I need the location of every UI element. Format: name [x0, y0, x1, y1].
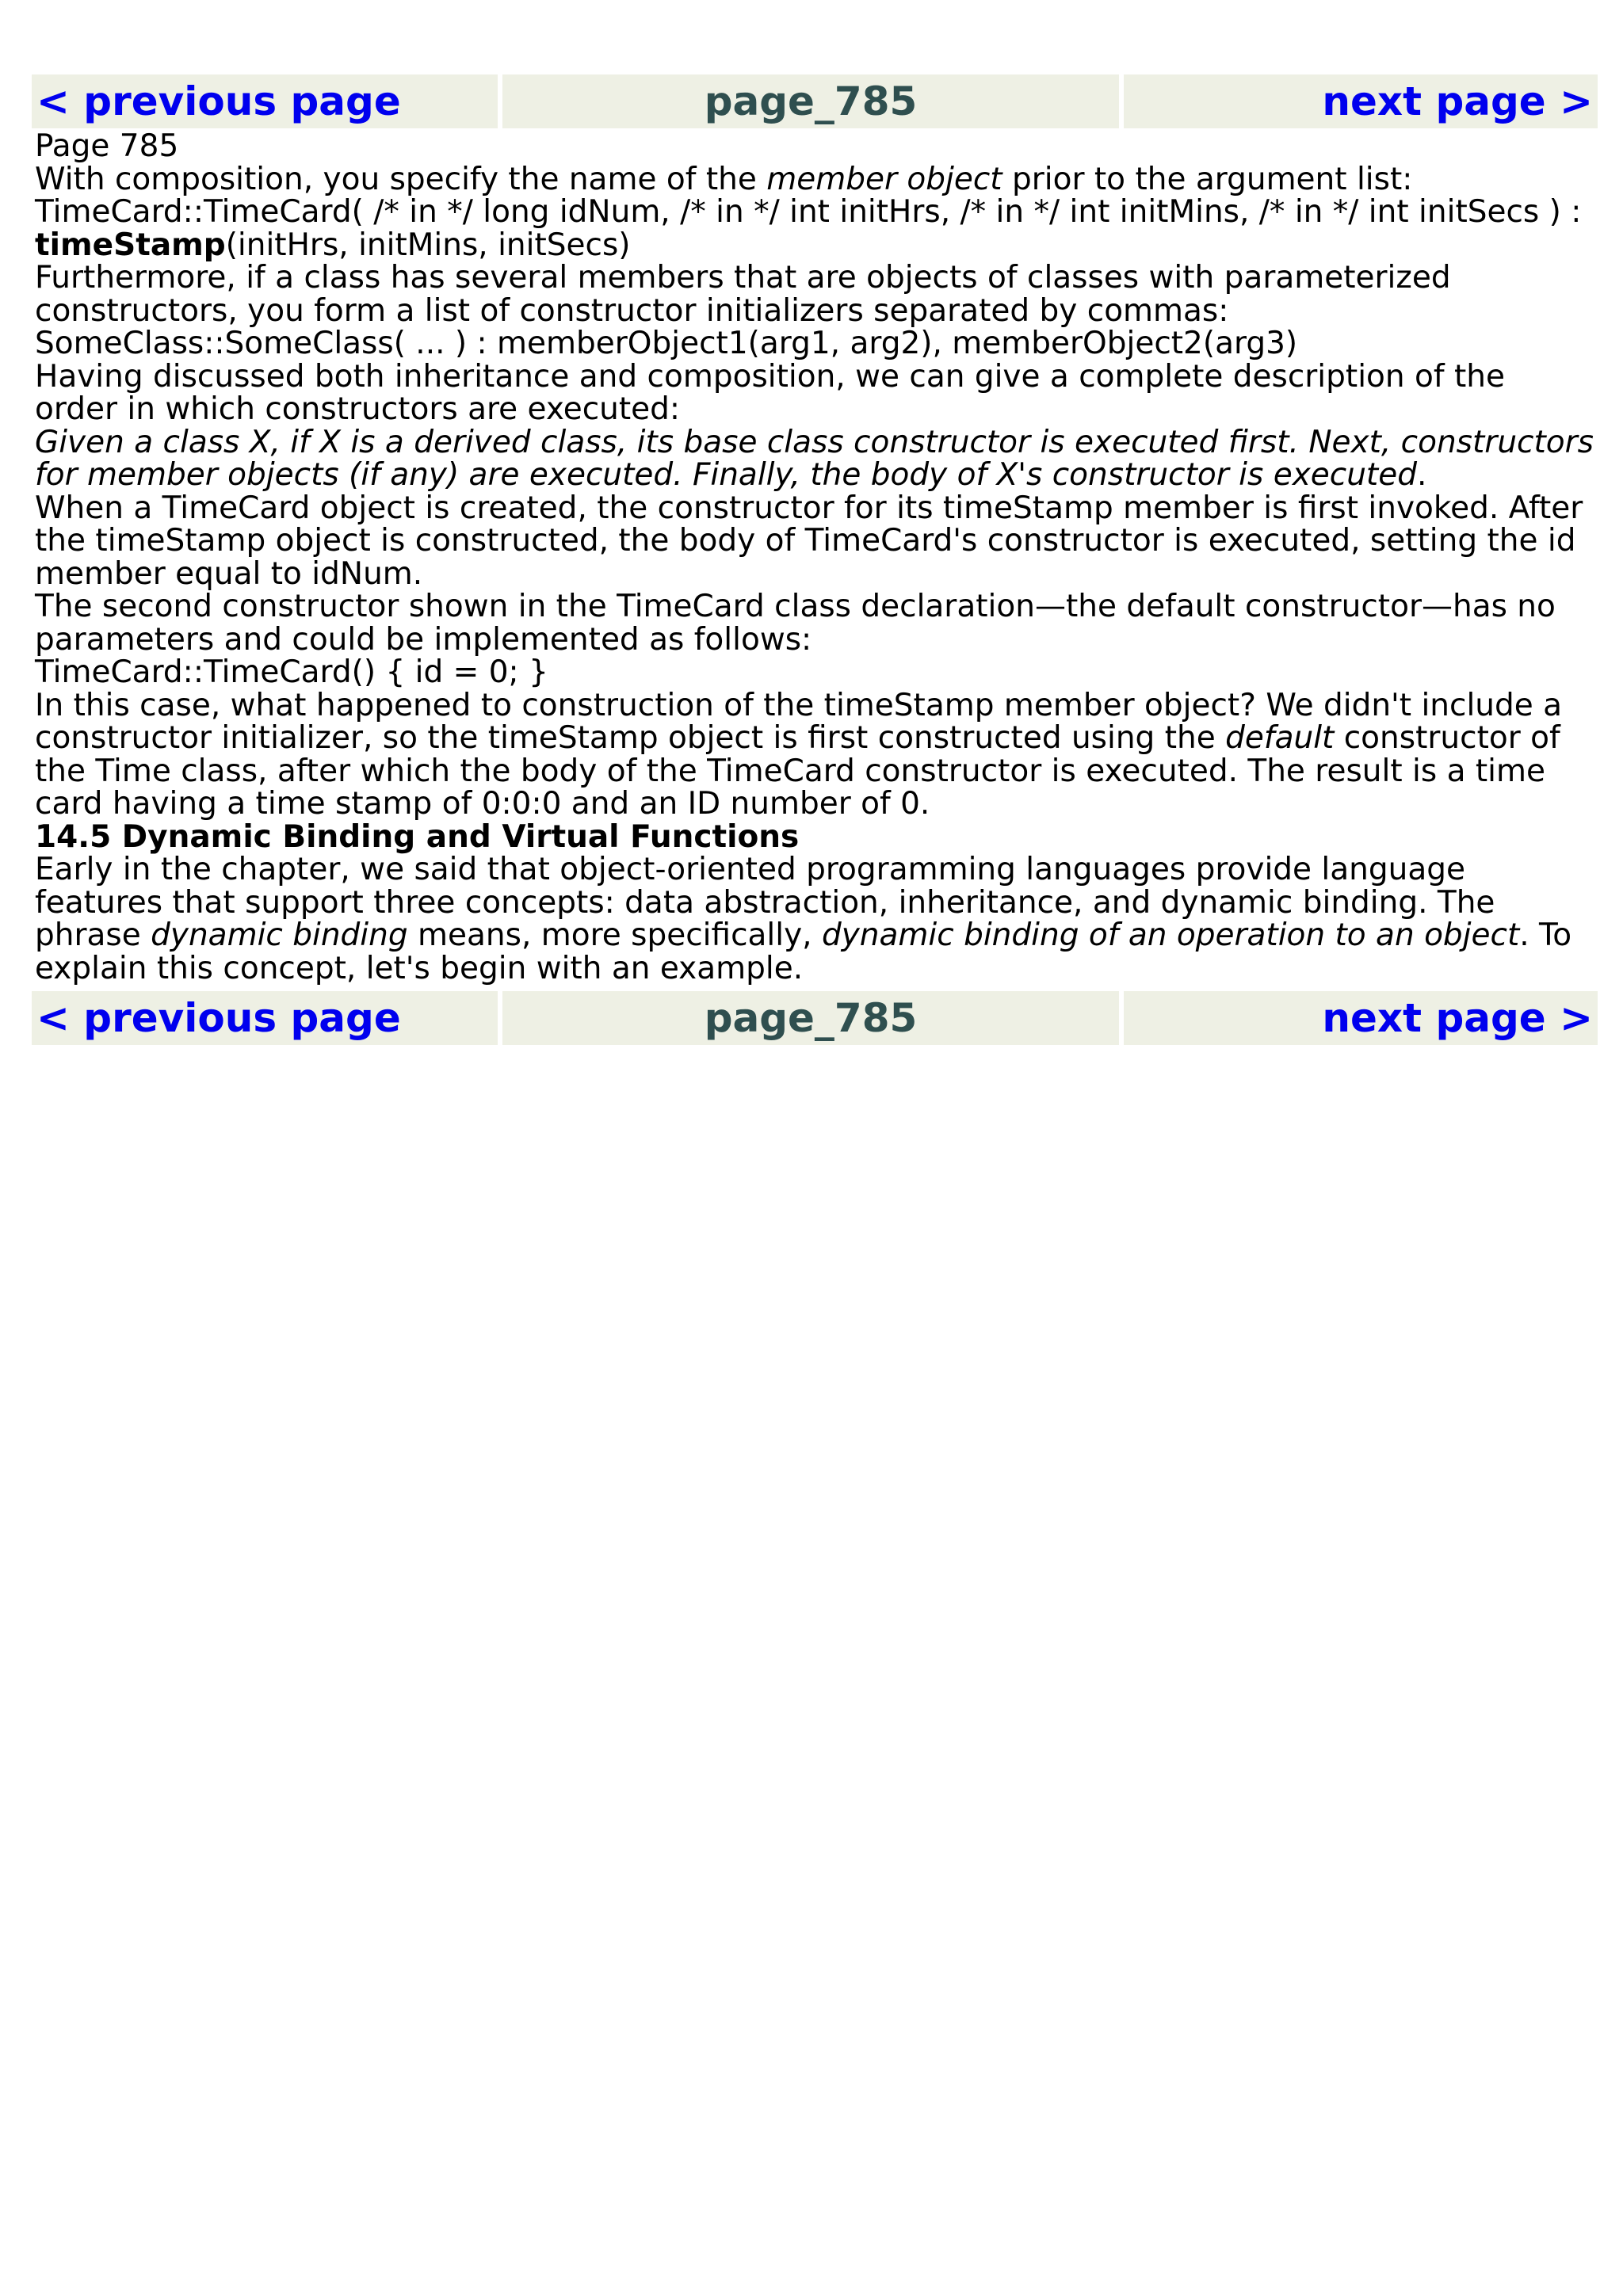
page-container — [32, 74, 1598, 1045]
bold-member-name: timeStamp — [35, 227, 226, 263]
paragraph-constructor-order-intro: Having discussed both inheritance and composition, we can give a complete description of the order in which constructors are executed: — [35, 358, 1505, 427]
text: . To explain this concept, let's begin with an example. — [35, 917, 1572, 986]
text: (initHrs, initMins, initSecs) — [225, 227, 631, 263]
text: means, more specifically, — [407, 917, 822, 953]
paragraph-multiple-members: Furthermore, if a class has several members that are objects of classes with parameterized constructors, you form a list of constructor initializers separated by commas: — [35, 260, 1451, 329]
emphasis: default — [1225, 720, 1335, 756]
bottom-next-page-link[interactable]: next page > — [1322, 995, 1593, 1041]
page-number: Page 785 — [35, 128, 179, 164]
bottom-previous-page-link[interactable]: < previous page — [36, 995, 401, 1041]
top-page-label-cell — [502, 74, 1119, 128]
text: In this case, what happened to construction of the timeStamp member object? We didn't include a constructor initializer, so the timeStamp object is first constructed using the — [35, 687, 1563, 756]
bottom-page-label-cell — [502, 991, 1119, 1045]
emphasis: Given a class X, if X is a derived class, its base class constructor is executed first. Next, constructors for member objects (if any) are executed. Finally, the body of X's constructor is executed — [35, 424, 1594, 493]
bottom-next-cell — [1124, 991, 1598, 1045]
top-prev-cell — [32, 74, 498, 128]
text: Early in the chapter, we said that object-oriented programming languages provide language features that support three concepts: data abstraction, inheritance, and dynamic binding. The phrase — [35, 852, 1495, 953]
top-next-page-link[interactable]: next page > — [1322, 78, 1593, 124]
top-page-label: page_785 — [704, 78, 918, 124]
paragraph-composition — [35, 163, 1594, 196]
bottom-page-label: page_785 — [704, 995, 918, 1041]
bottom-navigation-bar — [32, 991, 1598, 1045]
text: constructor of the Time class, after which the body of the TimeCard constructor is executed. The result is a time card having a time stamp of 0:0:0 and an ID number of 0. — [35, 720, 1560, 822]
paragraph-timecard-creation: When a TimeCard object is created, the constructor for its timeStamp member is first invoked. After the timeStamp object is constructed, the body of TimeCard's constructor is executed, setting the id member equal to idNum. — [35, 490, 1583, 592]
text: . — [1416, 457, 1427, 493]
top-previous-page-link[interactable]: < previous page — [36, 78, 401, 124]
paragraph-dynamic-binding — [35, 853, 1594, 985]
text: prior to the argument list: — [1002, 161, 1413, 197]
emphasis: member object — [766, 161, 1002, 197]
code-line-default-constructor: TimeCard::TimeCard() { id = 0; } — [35, 654, 548, 690]
paragraph-constructor-order-rule — [35, 426, 1594, 492]
emphasis: dynamic binding of an operation to an object — [821, 917, 1520, 953]
paragraph-default-constructor: The second constructor shown in the TimeCard class declaration—the default constructor—has no parameters and could be implemented as follows: — [35, 589, 1556, 658]
emphasis: dynamic binding — [151, 917, 408, 953]
page-content — [32, 128, 1598, 985]
bottom-prev-cell — [32, 991, 498, 1045]
top-navigation-bar — [32, 74, 1598, 128]
text: With composition, you specify the name of the — [35, 161, 767, 197]
code-line-timecard-constructor: TimeCard::TimeCard( /* in */ long idNum, /* in */ int initHrs, /* in */ int initMins, /* in */ int initSecs ) : — [35, 194, 1582, 230]
paragraph-default-case — [35, 689, 1594, 821]
section-heading: 14.5 Dynamic Binding and Virtual Functions — [35, 818, 800, 855]
code-line-timestamp-init — [35, 229, 1594, 262]
code-line-someclass: SomeClass::SomeClass( ... ) : memberObject1(arg1, arg2), memberObject2(arg3) — [35, 326, 1298, 361]
top-next-cell — [1124, 74, 1598, 128]
